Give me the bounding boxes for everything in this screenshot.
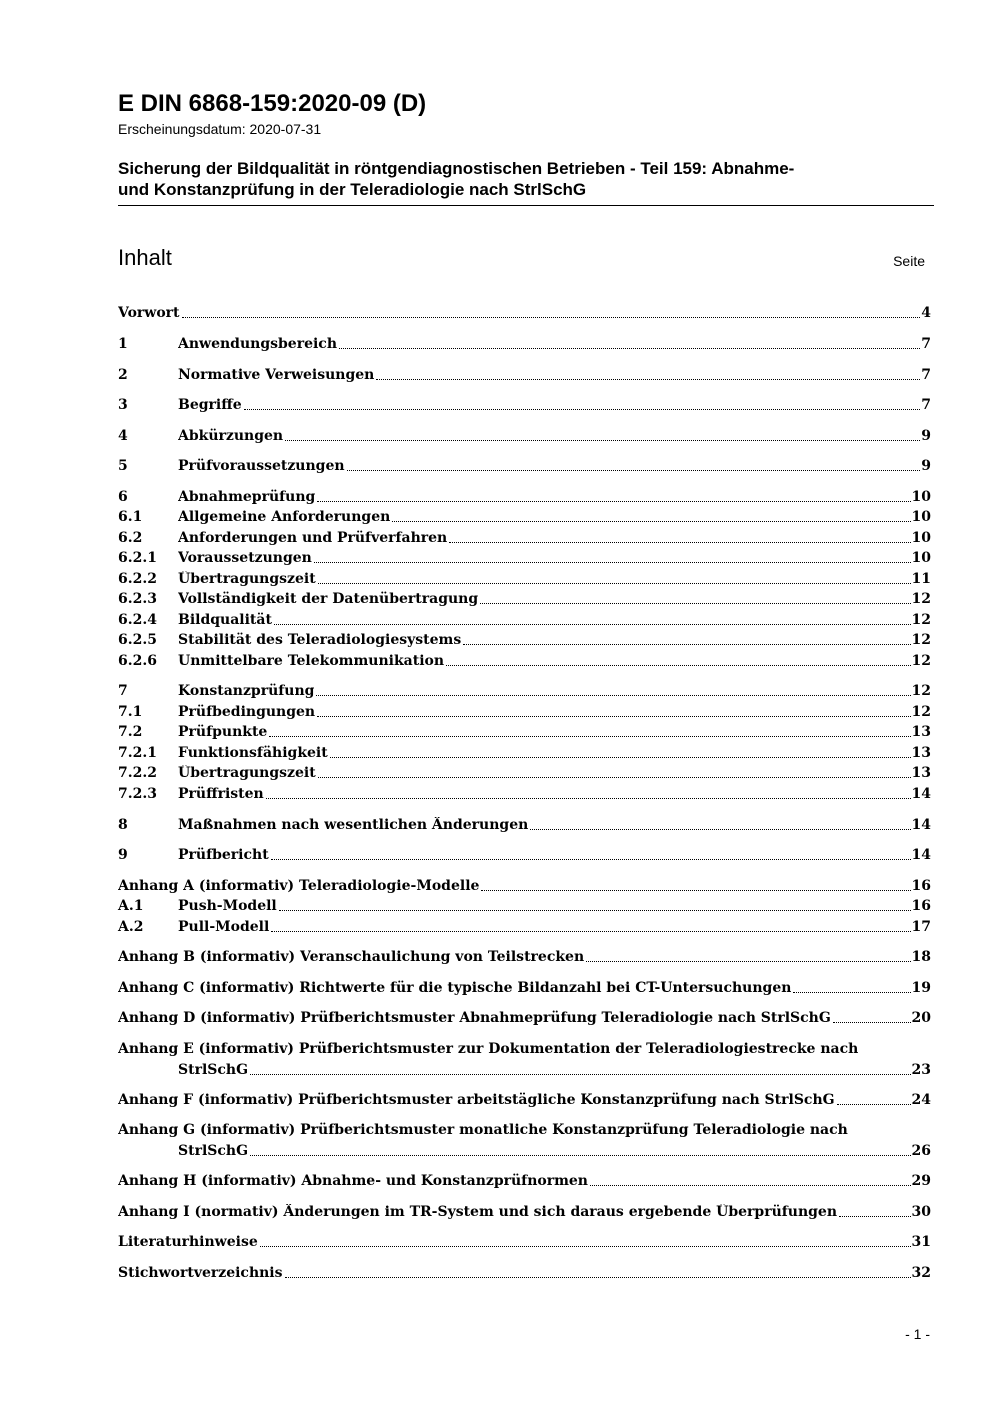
toc-dot-leader xyxy=(317,716,910,717)
toc-entry-page: 13 xyxy=(911,745,931,761)
toc-dot-leader xyxy=(316,695,910,696)
toc-dot-leader xyxy=(250,1155,910,1156)
toc-entry-title: Stichwortverzeichnis xyxy=(118,1265,283,1281)
toc-entry-title: Anhang I (normativ) Änderungen im TR-System und sich daraus ergebende Überprüfungen xyxy=(118,1204,837,1220)
toc-heading: Inhalt xyxy=(118,245,172,270)
toc-entry-title: Abkürzungen xyxy=(178,428,284,444)
toc-entry-number: 1 xyxy=(118,336,128,352)
toc-entry-title: Prüfbericht xyxy=(178,847,269,863)
toc-entry-page: 11 xyxy=(911,571,931,587)
publication-date: Erscheinungsdatum: 2020-07-31 xyxy=(118,121,322,137)
toc-entry-title: Übertragungszeit xyxy=(178,765,316,781)
toc-entry[interactable] xyxy=(118,1089,931,1109)
toc-entry-title: Maßnahmen nach wesentlichen Änderungen xyxy=(178,817,529,833)
toc-dot-leader xyxy=(318,777,911,778)
toc-entry-page: 10 xyxy=(911,530,931,546)
toc-entry-title: Abnahmeprüfung xyxy=(178,489,316,505)
toc-entry[interactable] xyxy=(118,609,931,629)
toc-entry-title: Anhang E (informativ) Prüfberichtsmuster zur Dokumentation der Teleradiologiestrecke nach xyxy=(118,1041,859,1057)
toc-entry[interactable] xyxy=(118,742,931,762)
toc-entry[interactable] xyxy=(118,977,931,997)
document-title-line-1: Sicherung der Bildqualität in röntgendiagnostischen Betrieben - Teil 159: Abnahme- xyxy=(118,159,795,178)
toc-entry-number: 6.1 xyxy=(118,509,143,525)
toc-entry-number: 6.2.6 xyxy=(118,653,157,669)
toc-entry-continuation[interactable] xyxy=(118,1059,931,1079)
toc-entry[interactable] xyxy=(118,1038,931,1058)
toc-dot-leader xyxy=(182,317,921,318)
toc-entry[interactable] xyxy=(118,762,931,782)
toc-dot-leader xyxy=(590,1185,911,1186)
toc-dot-leader xyxy=(339,348,920,349)
toc-entry-title: Pull-Modell xyxy=(178,919,270,935)
toc-entry[interactable] xyxy=(118,1231,931,1251)
toc-entry-number: 2 xyxy=(118,367,128,383)
toc-entry-title: Anwendungsbereich xyxy=(178,336,337,352)
toc-entry-number: 5 xyxy=(118,458,128,474)
toc-entry[interactable] xyxy=(118,588,931,608)
toc-dot-leader xyxy=(586,961,910,962)
toc-entry-title: Anforderungen und Prüfverfahren xyxy=(178,530,448,546)
toc-entry-title: Prüffristen xyxy=(178,786,264,802)
toc-entry[interactable] xyxy=(118,1007,931,1027)
page-number: - 1 - xyxy=(905,1326,930,1342)
toc-entry-page: 10 xyxy=(911,509,931,525)
toc-entry-number: 6.2.4 xyxy=(118,612,157,628)
toc-entry-title-continued: StrlSchG xyxy=(178,1143,249,1159)
toc-entry[interactable] xyxy=(118,455,931,475)
toc-entry-number: 7.2 xyxy=(118,724,143,740)
toc-entry-title: Anhang A (informativ) Teleradiologie-Modelle xyxy=(118,878,480,894)
title-divider xyxy=(118,205,934,206)
document-id: E DIN 6868-159:2020-09 (D) xyxy=(118,90,427,117)
toc-entry[interactable] xyxy=(118,486,931,506)
toc-dot-leader xyxy=(330,757,911,758)
toc-entry-page: 26 xyxy=(911,1143,931,1159)
toc-entry[interactable] xyxy=(118,783,931,803)
page-column-label: Seite xyxy=(893,253,925,269)
toc-entry-number: 6.2.3 xyxy=(118,591,157,607)
toc-entry-title: Übertragungszeit xyxy=(178,571,316,587)
toc-entry-page: 12 xyxy=(911,653,931,669)
toc-entry[interactable] xyxy=(118,680,931,700)
toc-entry-title: Funktionsfähigkeit xyxy=(178,745,328,761)
toc-entry-number: 7 xyxy=(118,683,128,699)
toc-dot-leader xyxy=(285,1277,911,1278)
toc-entry-title: Voraussetzungen xyxy=(178,550,312,566)
toc-dot-leader xyxy=(250,1074,910,1075)
toc-entry[interactable] xyxy=(118,1119,931,1139)
toc-entry-page: 18 xyxy=(911,949,931,965)
toc-entry-number: 4 xyxy=(118,428,128,444)
toc-entry-page: 14 xyxy=(911,786,931,802)
toc-entry-page: 9 xyxy=(921,428,931,444)
toc-dot-leader xyxy=(274,624,911,625)
toc-entry-page: 14 xyxy=(911,847,931,863)
toc-entry-number: 8 xyxy=(118,817,128,833)
toc-entry-title: Anhang G (informativ) Prüfberichtsmuster monatliche Konstanzprüfung Teleradiologie nach xyxy=(118,1122,848,1138)
toc-entry-page: 17 xyxy=(911,919,931,935)
toc-entry[interactable] xyxy=(118,1201,931,1221)
toc-entry-title: Anhang B (informativ) Veranschaulichung von Teilstrecken xyxy=(118,949,585,965)
toc-dot-leader xyxy=(793,992,910,993)
toc-entry-page: 4 xyxy=(921,305,931,321)
toc-dot-leader xyxy=(244,409,921,410)
toc-dot-leader xyxy=(449,542,910,543)
toc-entry-title: Unmittelbare Telekommunikation xyxy=(178,653,445,669)
toc-entry-title: Allgemeine Anforderungen xyxy=(178,509,391,525)
toc-entry[interactable] xyxy=(118,946,931,966)
toc-entry-number: 6.2.2 xyxy=(118,571,157,587)
toc-entry-number: 7.2.2 xyxy=(118,765,157,781)
toc-dot-leader xyxy=(314,562,911,563)
toc-entry[interactable] xyxy=(118,916,931,936)
toc-entry-title: Prüfvoraussetzungen xyxy=(178,458,345,474)
toc-entry-title: Bildqualität xyxy=(178,612,272,628)
toc-entry-title: Anhang D (informativ) Prüfberichtsmuster Abnahmeprüfung Teleradiologie nach StrlSchG xyxy=(118,1010,831,1026)
toc-dot-leader xyxy=(260,1246,911,1247)
toc-entry-page: 12 xyxy=(911,704,931,720)
toc-entry-page: 7 xyxy=(921,397,931,413)
toc-entry-title: Konstanzprüfung xyxy=(178,683,315,699)
toc-dot-leader xyxy=(480,603,910,604)
toc-entry-page: 9 xyxy=(921,458,931,474)
toc-entry[interactable] xyxy=(118,1262,931,1282)
toc-entry-page: 13 xyxy=(911,765,931,781)
toc-entry-title: Anhang H (informativ) Abnahme- und Konstanzprüfnormen xyxy=(118,1173,588,1189)
toc-entry-number: 7.2.1 xyxy=(118,745,157,761)
toc-entry[interactable] xyxy=(118,364,931,384)
toc-dot-leader xyxy=(271,931,910,932)
toc-entry-page: 7 xyxy=(921,367,931,383)
toc-entry[interactable] xyxy=(118,302,931,322)
toc-entry-page: 12 xyxy=(911,632,931,648)
toc-entry-number: 6.2 xyxy=(118,530,143,546)
document-title-line-2: und Konstanzprüfung in der Teleradiologie nach StrlSchG xyxy=(118,180,587,199)
toc-dot-leader xyxy=(269,736,910,737)
toc-entry[interactable] xyxy=(118,895,931,915)
toc-entry-page: 29 xyxy=(911,1173,931,1189)
toc-entry-page: 24 xyxy=(911,1092,931,1108)
toc-dot-leader xyxy=(318,583,911,584)
toc-entry-number: 7.2.3 xyxy=(118,786,157,802)
toc-entry[interactable] xyxy=(118,425,931,445)
toc-entry-page: 12 xyxy=(911,612,931,628)
toc-dot-leader xyxy=(530,829,910,830)
toc-dot-leader xyxy=(317,501,910,502)
toc-entry-page: 23 xyxy=(911,1062,931,1078)
toc-entry-title: Anhang F (informativ) Prüfberichtsmuster arbeitstägliche Konstanzprüfung nach StrlSchG xyxy=(118,1092,835,1108)
toc-entry-page: 10 xyxy=(911,489,931,505)
toc-entry-page: 16 xyxy=(911,878,931,894)
toc-entry-title: Prüfbedingungen xyxy=(178,704,316,720)
toc-entry-title: Begriffe xyxy=(178,397,242,413)
toc-entry[interactable] xyxy=(118,394,931,414)
toc-dot-leader xyxy=(392,521,910,522)
toc-entry[interactable] xyxy=(118,629,931,649)
toc-entry[interactable] xyxy=(118,701,931,721)
toc-entry-title: Anhang C (informativ) Richtwerte für die typische Bildanzahl bei CT-Untersuchungen xyxy=(118,980,792,996)
toc-dot-leader xyxy=(446,665,910,666)
toc-entry[interactable] xyxy=(118,547,931,567)
toc-entry-number: 6.2.1 xyxy=(118,550,157,566)
document-title xyxy=(118,158,938,200)
toc-entry-page: 14 xyxy=(911,817,931,833)
toc-entry-title: Push-Modell xyxy=(178,898,277,914)
toc-entry-number: 3 xyxy=(118,397,128,413)
toc-entry-page: 30 xyxy=(911,1204,931,1220)
toc-entry[interactable] xyxy=(118,875,931,895)
toc-entry-number: 7.1 xyxy=(118,704,143,720)
toc-entry-page: 13 xyxy=(911,724,931,740)
toc-dot-leader xyxy=(271,859,911,860)
toc-entry-title: Stabilität des Teleradiologiesystems xyxy=(178,632,462,648)
toc-dot-leader xyxy=(285,440,920,441)
toc-entry-number: 6 xyxy=(118,489,128,505)
toc-entry[interactable] xyxy=(118,844,931,864)
toc-entry-title: Vorwort xyxy=(118,305,180,321)
toc-entry-number: 9 xyxy=(118,847,128,863)
toc-dot-leader xyxy=(839,1216,911,1217)
toc-entry[interactable] xyxy=(118,527,931,547)
toc-entry-page: 7 xyxy=(921,336,931,352)
toc-entry-page: 16 xyxy=(911,898,931,914)
toc-dot-leader xyxy=(833,1022,911,1023)
toc-entry-number: A.1 xyxy=(118,898,144,914)
toc-dot-leader xyxy=(266,798,911,799)
toc-dot-leader xyxy=(376,379,920,380)
toc-entry[interactable] xyxy=(118,650,931,670)
toc-dot-leader xyxy=(481,890,910,891)
toc-entry-page: 31 xyxy=(911,1234,931,1250)
toc-entry-page: 12 xyxy=(911,591,931,607)
toc-entry[interactable] xyxy=(118,721,931,741)
toc-dot-leader xyxy=(347,470,921,471)
toc-entry-title: Normative Verweisungen xyxy=(178,367,375,383)
toc-entry-number: 6.2.5 xyxy=(118,632,157,648)
toc-dot-leader xyxy=(279,910,911,911)
toc-entry-number: A.2 xyxy=(118,919,144,935)
toc-entry-title-continued: StrlSchG xyxy=(178,1062,249,1078)
toc-entry[interactable] xyxy=(118,1170,931,1190)
toc-entry-page: 19 xyxy=(911,980,931,996)
toc-entry-page: 12 xyxy=(911,683,931,699)
toc-entry-title: Literaturhinweise xyxy=(118,1234,258,1250)
toc-entry[interactable] xyxy=(118,568,931,588)
toc-entry[interactable] xyxy=(118,814,931,834)
toc-dot-leader xyxy=(837,1104,911,1105)
toc-dot-leader xyxy=(463,644,910,645)
toc-entry[interactable] xyxy=(118,506,931,526)
toc-entry-page: 20 xyxy=(911,1010,931,1026)
toc-entry-title: Vollständigkeit der Datenübertragung xyxy=(178,591,479,607)
toc-entry-title: Prüfpunkte xyxy=(178,724,268,740)
toc-entry[interactable] xyxy=(118,333,931,353)
toc-entry-page: 32 xyxy=(911,1265,931,1281)
toc-entry-page: 10 xyxy=(911,550,931,566)
toc-entry-continuation[interactable] xyxy=(118,1140,931,1160)
